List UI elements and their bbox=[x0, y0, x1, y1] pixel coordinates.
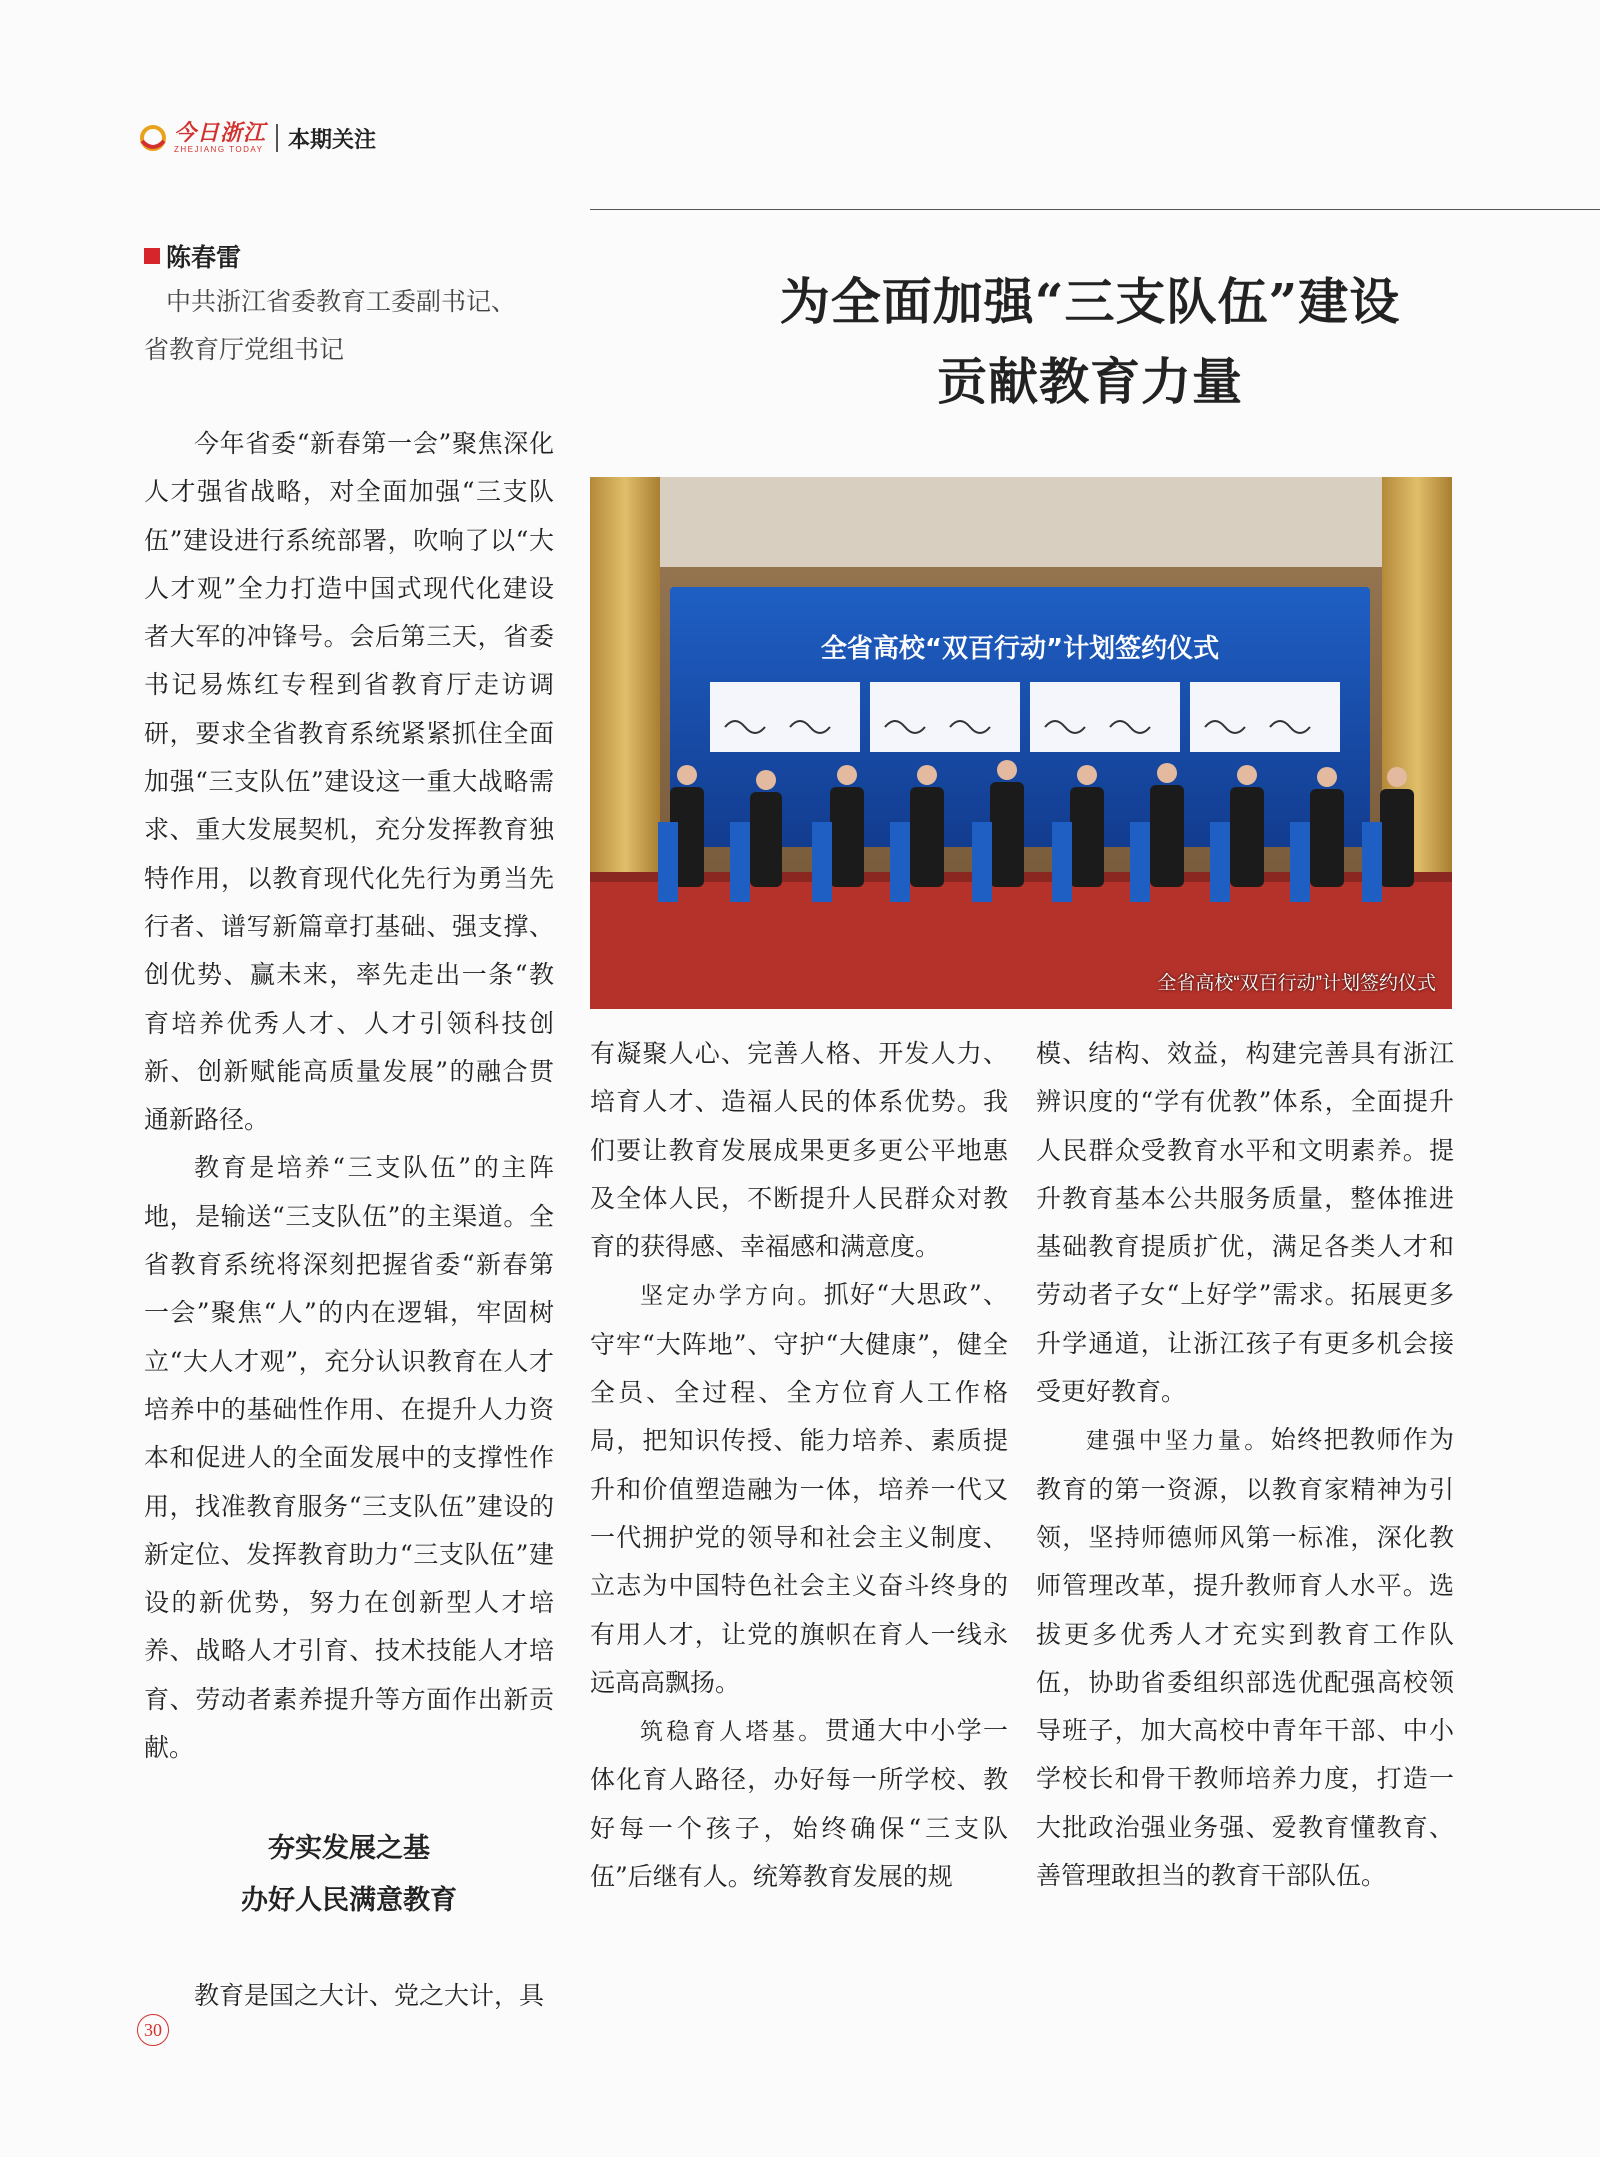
paragraph bbox=[590, 1707, 1008, 1901]
masthead bbox=[138, 118, 376, 158]
article-column-2 bbox=[590, 1030, 1008, 1901]
section-label: 本期关注 bbox=[288, 126, 377, 152]
author-title-line1: 中共浙江省委教育工委副书记、 bbox=[166, 287, 517, 316]
subhead-line2: 办好人民满意教育 bbox=[241, 1885, 457, 1916]
section-subhead bbox=[144, 1822, 554, 1926]
page-number: 30 bbox=[137, 2014, 169, 2046]
paragraph-body: 抓好“大思政”、守牢“大阵地”、守护“大健康”，健全全员、全过程、全方位育人工作格局，把知识传授、能力培养、素质提升和价值塑造融为一体，培养一代又一代拥护党的领导和社会主义制度、立志为中国特色社会主义奋斗终身的有用人才，让党的旗帜在育人一线永远高高飘扬。 bbox=[590, 1280, 1008, 1697]
paragraph-body: 始终把教师作为教育的第一资源，以教育家精神为引领，坚持师德师风第一标准，深化教师管理改革，提升教师育人水平。选拔更多优秀人才充实到教育工作队伍，协助省委组织部选优配强高校领导班子，加大高校中青年干部、中小学校长和骨干教师培养力度，打造一大批政治强业务强、爱教育懂教育、善管理敢担当的教育干部队伍。 bbox=[1036, 1425, 1454, 1891]
paragraph: 今年省委“新春第一会”聚焦深化人才强省战略，对全面加强“三支队伍”建设进行系统部署，吹响了以“大人才观”全力打造中国式现代化建设者大军的冲锋号。会后第三天，省委书记易炼红专程到省教育厅走访调研，要求全省教育系统紧紧抓住全面加强“三支队伍”建设这一重大战略需求、重大发展契机，充分发挥教育独特作用，以教育现代化先行为勇当先行者、谱写新篇章打基础、强支撑、创优势、赢未来，率先走出一条“教育培养优秀人才、人才引领科技创新、创新赋能高质量发展”的融合贯通新路径。 bbox=[144, 429, 554, 1135]
magazine-logo bbox=[138, 122, 266, 154]
subhead-line1: 夯实发展之基 bbox=[268, 1833, 430, 1864]
author-title-line2: 省教育厅党组书记 bbox=[144, 335, 345, 364]
paragraph-body: 贯通大中小学一体化育人路径，办好每一所学校、教好每一个孩子，始终确保“三支队伍”后继有人。统筹教育发展的规 bbox=[590, 1716, 1008, 1892]
author-title bbox=[144, 278, 564, 374]
lead-phrase: 筑稳育人塔基。 bbox=[640, 1719, 825, 1746]
logo-chinese-text: 今日浙江 bbox=[174, 120, 267, 146]
header-divider bbox=[276, 124, 278, 152]
lead-phrase: 建强中坚力量。 bbox=[1086, 1428, 1271, 1455]
article-photo bbox=[590, 477, 1452, 1009]
logo-sun-icon bbox=[138, 123, 168, 153]
article-column-1 bbox=[144, 420, 554, 2021]
photo-banner-text: 全省高校“双百行动”计划签约仪式 bbox=[820, 634, 1220, 664]
paragraph: 有凝聚人心、完善人格、开发人力、培育人才、造福人民的体系优势。我们要让教育发展成果更多更公平地惠及全体人民，不断提升人民群众对教育的获得感、幸福感和满意度。 bbox=[590, 1039, 1008, 1262]
paragraph: 教育是培养“三支队伍”的主阵地，是输送“三支队伍”的主渠道。全省教育系统将深刻把握省委“新春第一会”聚焦“人”的内在逻辑，牢固树立“大人才观”，充分认识教育在人才培养中的基础性作用、在提升人力资本和促进人的全面发展中的支撑性作用，找准教育服务“三支队伍”建设的新定位、发挥教育助力“三支队伍”建设的新优势，努力在创新型人才培养、战略人才引育、技术技能人才培育、劳动者素养提升等方面作出新贡献。 bbox=[144, 1153, 554, 1763]
paragraph: 模、结构、效益，构建完善具有浙江辨识度的“学有优教”体系，全面提升人民群众受教育水平和文明素养。提升教育基本公共服务质量，整体推进基础教育提质扩优，满足各类人才和劳动者子女“上好学”需求。拓展更多升学通道，让浙江孩子有更多机会接受更好教育。 bbox=[1036, 1039, 1454, 1407]
paragraph bbox=[590, 1271, 1008, 1707]
lead-phrase: 坚定办学方向。 bbox=[640, 1283, 824, 1310]
author-name: 陈春雷 bbox=[166, 244, 242, 272]
photo-caption: 全省高校“双百行动”计划签约仪式 bbox=[1157, 973, 1436, 994]
top-rule bbox=[590, 209, 1600, 210]
author-block bbox=[144, 238, 564, 374]
logo-english-text: ZHEJIANG TODAY bbox=[174, 145, 264, 154]
article-title-line1: 为全面加强“三支队伍”建设 bbox=[779, 272, 1401, 331]
red-square-icon bbox=[144, 248, 160, 264]
paragraph bbox=[1036, 1416, 1454, 1900]
paragraph: 教育是国之大计、党之大计，具 bbox=[194, 1981, 545, 2011]
article-column-3 bbox=[1036, 1030, 1454, 1900]
article-title-line2: 贡献教育力量 bbox=[937, 352, 1243, 411]
article-title bbox=[590, 262, 1590, 422]
